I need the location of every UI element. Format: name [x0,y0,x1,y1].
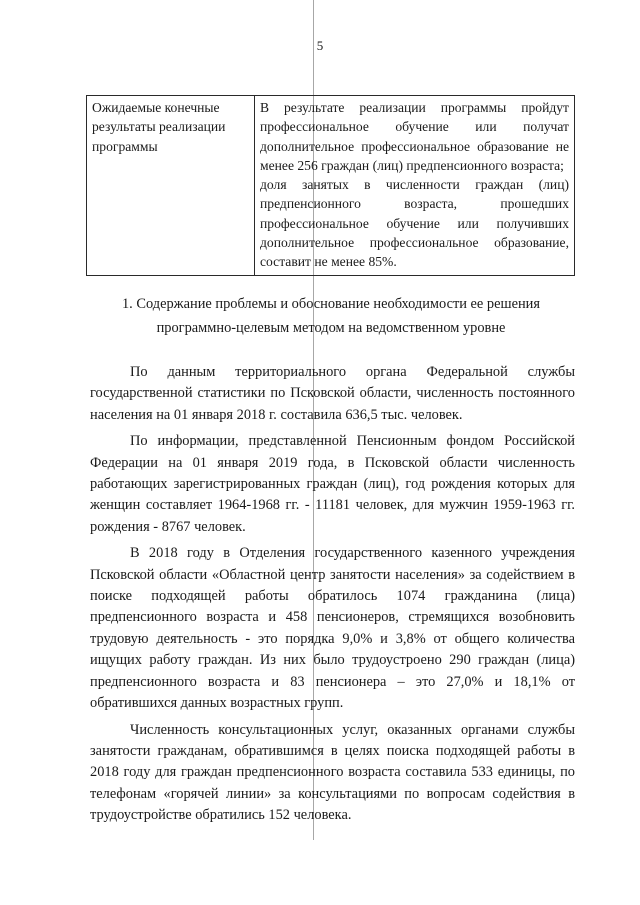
results-label-cell: Ожидаемые конечные результаты реализации программы [87,96,255,276]
table-row [87,96,575,276]
paragraph-consultations: Численность консультационных услуг, оказанных органами службы занятости гражданам, обратившимся в целях поиска подходящей работы в 2018 году для граждан предпенсионного возраста составила 533 единицы, по телефонам «горячей линии» за консультациями по вопросам содействия в трудоустройстве обратились 152 человека. [90,721,575,824]
results-value-cell: В результате реализации программы пройдут профессиональное обучение или получат дополнительное профессиональное образование не менее 256 граждан (лиц) предпенсионного возраста; доля занятых в численности граждан (лиц) предпенсионного возраста, прошедших профессиональное обучение или получивших дополнительное профессиональное образование, составит не менее 85%. [255,96,575,276]
results-table [86,95,575,276]
paragraph-pension-fund: По информации, представленной Пенсионным фондом Российской Федерации на 01 января 2019 года, в Псковской области численность работающих зарегистрированных граждан (лиц), год рождения которых для женщин составляет 1964-1968 гг. - 11181 человек, для мужчин 1959-1963 гг. рождения - 8767 человек. [90,433,575,535]
body-text [90,362,575,832]
paragraph-employment-center: В 2018 году в Отделения государственного казенного учреждения Псковской области «Областной центр занятости населения» за содействием в поиске подходящей работы обратилось 1074 гражданина (лица) предпенсионного возраста и 458 пенсионеров, стремящихся возобновить трудовую деятельность - это порядка 9,0% и 3,8% от общего количества ищущих работу граждан. Из них было трудоустроено 290 граждан (лица) предпенсионного возраста и 83 пенсионера – это 27,0% и 18,1% от обратившихся данных возрастных групп. [90,545,575,712]
section-heading: 1. Содержание проблемы и обоснование необходимости ее решения программно-целевым методом на ведомственном уровне [121,296,540,336]
page-number: 5 [316,38,324,53]
paragraph-population: По данным территориального органа Федеральной службы государственной статистики по Псковской области, численность постоянного населения на 01 января 2018 г. составила 636,5 тыс. человек. [90,364,575,423]
